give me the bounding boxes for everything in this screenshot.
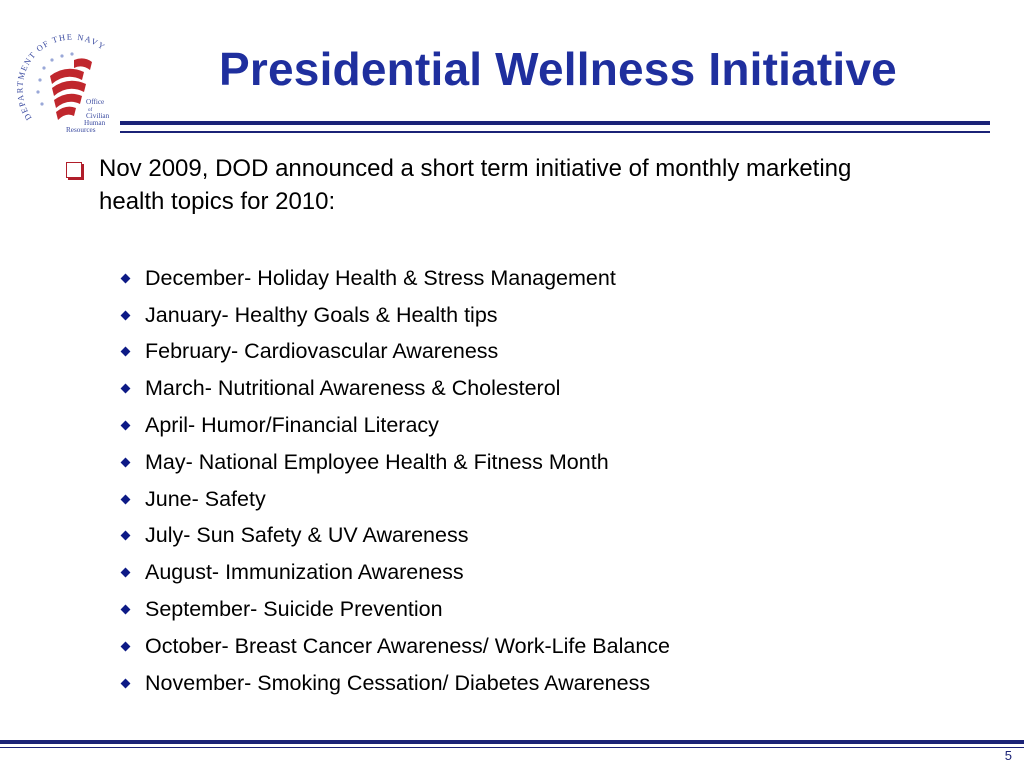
list-item: [120, 370, 670, 407]
diamond-bullet-icon: [121, 605, 131, 615]
svg-text:Civilian: Civilian: [86, 112, 110, 120]
checkbox-bullet-icon: [66, 162, 82, 178]
topic-text: March- Nutritional Awareness & Cholesterol: [145, 376, 561, 401]
diamond-bullet-icon: [121, 421, 131, 431]
topic-text: May- National Employee Health & Fitness Month: [145, 449, 609, 474]
diamond-bullet-icon: [121, 273, 131, 283]
list-item: [120, 407, 670, 444]
main-bullet-text: Nov 2009, DOD announced a short term initiative of monthly marketing health topics for 2010:: [99, 155, 852, 215]
topic-text: August- Immunization Awareness: [145, 560, 464, 585]
monthly-topics-list: [120, 260, 670, 702]
list-item: [120, 297, 670, 334]
svg-text:of: of: [88, 108, 93, 113]
main-bullet: [66, 152, 966, 218]
topic-text: June- Safety: [145, 486, 266, 511]
svg-text:Human: Human: [84, 119, 106, 127]
topic-text: July- Sun Safety & UV Awareness: [145, 523, 469, 548]
diamond-bullet-icon: [121, 568, 131, 578]
topic-text: February- Cardiovascular Awareness: [145, 339, 499, 364]
list-item: [120, 334, 670, 371]
title-rule-thick: [120, 121, 990, 125]
svg-text:Resources: Resources: [66, 126, 96, 134]
logo-org-text: [66, 98, 110, 134]
topic-text: April- Humor/Financial Literacy: [145, 413, 439, 438]
diamond-bullet-icon: [121, 310, 131, 320]
topic-text: October- Breast Cancer Awareness/ Work-Life Balance: [145, 633, 670, 658]
slide-title: Presidential Wellness Initiative: [219, 43, 897, 95]
footer-rule-thick: [0, 740, 1024, 744]
topic-text: November- Smoking Cessation/ Diabetes Awareness: [145, 670, 651, 695]
logo-flag-stripes: [50, 58, 92, 120]
title-rule-thin: [120, 131, 990, 133]
list-item: [120, 481, 670, 518]
list-item: [120, 444, 670, 481]
diamond-bullet-icon: [121, 641, 131, 651]
diamond-bullet-icon: [121, 384, 131, 394]
navy-ochr-logo: [14, 30, 124, 140]
diamond-bullet-icon: [121, 347, 131, 357]
list-item: [120, 591, 670, 628]
diamond-bullet-icon: [121, 457, 131, 467]
logo-ring-text: DEPARTMENT OF THE NAVY: [15, 32, 108, 122]
list-item: [120, 518, 670, 555]
svg-text:Office: Office: [86, 98, 105, 106]
diamond-bullet-icon: [121, 678, 131, 688]
list-item: [120, 554, 670, 591]
diamond-bullet-icon: [121, 494, 131, 504]
diamond-bullet-icon: [121, 531, 131, 541]
topic-text: December- Holiday Health & Stress Management: [145, 265, 616, 290]
list-item: [120, 628, 670, 665]
page-number: 5: [1004, 748, 1012, 763]
list-item: [120, 260, 670, 297]
topic-text: September- Suicide Prevention: [145, 597, 443, 622]
topic-text: January- Healthy Goals & Health tips: [145, 302, 498, 327]
list-item: [120, 665, 670, 702]
footer-rule-thin: [0, 747, 1024, 748]
